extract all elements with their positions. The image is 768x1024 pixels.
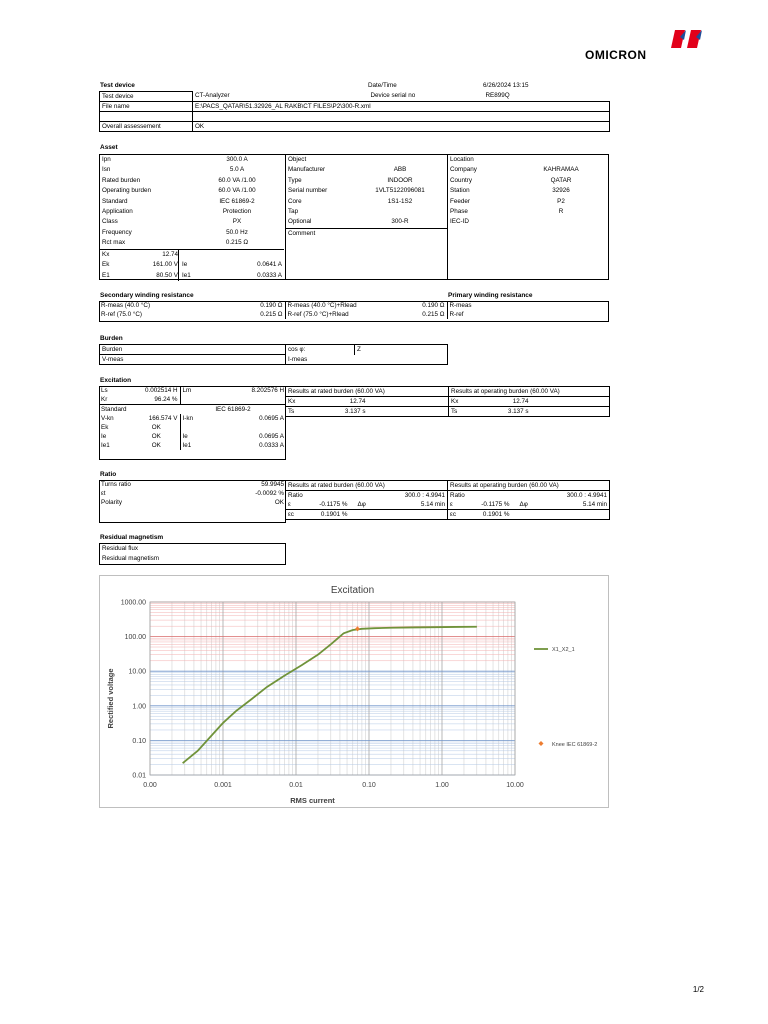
y-tick-label: 0.10 [132,737,146,745]
exc-ie-right-label: Ie [182,432,188,440]
ratio-title: Ratio [100,471,117,478]
cos-label: cos φ: [288,345,306,353]
winding-frame [99,301,609,322]
device-serial-value: RE899Q [485,92,510,100]
asset-rating-value: Protection [222,207,252,215]
file-name-value: E:\PACS_QATAR\51.32926_AL RAKB\CT FILES\P2\300-R.xml [193,102,610,112]
asset-rating-value: 60.0 VA /1.00 [218,176,256,184]
asset-ie: Ie 0.0641 A [182,261,282,269]
asset-rating-key: Frequency [102,228,132,236]
lm-label: Lm [182,386,192,394]
object-value [355,207,445,217]
ratio-rated-title: Results at rated burden (60.00 VA) [286,481,448,491]
asset-rating-key: Rated burden [102,176,141,184]
exc-ie1-right-label: Ie1 [182,441,192,449]
r-ref-label: R-ref (75.0 °C) [101,310,143,318]
location-value: QATAR [550,176,572,184]
location-value: KAHRAMAA [543,166,579,174]
r-meas-lead-label: R-meas (40.0 °C)+Rlead [287,301,357,309]
polarity-label: Polarity [101,498,122,506]
dphi-cell [350,500,448,510]
location-key: Station [450,187,470,195]
file-name-label: File name [100,102,193,112]
e-op-label: ε [450,500,453,508]
date-value: 6/26/2024 13:15 [483,82,529,89]
x-tick-label: 10.00 [506,782,524,789]
object-key: Optional [288,218,312,226]
r-ref-lead-value: 0.215 Ω [385,310,447,319]
object-value: 1VLT5122096081 [375,187,425,195]
dphi-op-value: 5.14 min [582,500,608,508]
ratio-op-label: Ratio [450,491,465,499]
exc-kx-value: 12.74 [349,397,366,405]
asset-location-box [447,154,609,280]
y-tick-label: 1000.00 [120,599,146,607]
test-device-label: Test device [100,92,193,102]
kr-value: 96.24 % [133,395,180,405]
asset-rating-key: Operating burden [102,187,152,195]
r-meas-lead-value: 0.190 Ω [385,301,447,310]
x-tick-label: 0.01 [289,782,303,789]
test-device-table [99,91,610,132]
asset-rating-row [100,238,285,248]
ec-label: εc [286,510,300,520]
object-row [286,217,447,227]
location-value: R [558,207,564,215]
turns-value: 59.9945 [261,480,284,488]
exc-kx-op-value: 12.74 [512,397,529,405]
exc-ie-right-value: 0.0695 A [259,432,284,440]
object-row [286,186,447,196]
location-row [448,197,608,207]
kr-label: Kr [101,395,108,403]
ec-op-value: 0.1901 % [462,510,512,520]
exc-ek-label: Ek [101,423,109,431]
comment-label: Comment [286,228,447,239]
overall-label: Overall assessement [100,122,193,132]
location-key: Feeder [450,197,470,205]
residual-magnetism-label: Residual magnetism [102,555,160,563]
asset-rating-key: Rct max [102,239,126,247]
location-value [516,217,606,227]
ls-value: 0.002514 H [133,386,180,395]
location-row [448,207,608,217]
object-row [286,207,447,217]
e-label: ε [286,500,300,510]
legend-knee-swatch [539,741,544,746]
excitation-frame [99,386,286,460]
e-value: -0.1175 % [319,500,348,508]
object-row [286,165,447,175]
exc-ts-value: 3.137 s [308,407,368,417]
asset-rating-row [100,165,285,175]
asset-knee-grid [100,249,284,281]
asset-rating-value: 0.215 Ω [225,239,249,247]
vmeas-label: V-meas [100,355,286,365]
et-label: εt [101,489,106,497]
asset-rating-value: 50.0 Hz [226,228,248,236]
dphi-label: Δφ [357,500,366,508]
asset-rating-row [100,217,285,227]
primary-r-meas-label: R-meas [449,301,472,309]
turns-label: Turns ratio [101,480,131,488]
asset-divider [178,250,179,281]
object-value: 1S1-1S2 [387,197,413,205]
imeas-label: I-meas [288,355,308,363]
x-tick-label: 0.00 [143,782,157,789]
vkn-label: V-kn [101,414,114,422]
secondary-winding-title: Secondary winding resistance [100,292,194,299]
exc-ts-op-value: 3.137 s [471,407,531,417]
location-list [448,165,608,227]
object-key: Type [288,176,302,184]
r-ref-lead-label: R-ref (75.0 °C)+Rlead [287,310,349,318]
exc-ts-op-label: Ts [449,407,471,417]
location-key: Phase [450,207,468,215]
asset-rating-row [100,186,285,196]
asset-rating-key: Isn [102,166,111,174]
excitation-chart [99,575,609,808]
location-key: Company [450,166,477,174]
y-tick-label: 0.01 [132,772,146,780]
omicron-logo [585,28,707,64]
asset-rating-list [100,155,285,249]
y-tick-label: 10.00 [128,668,146,676]
asset-ek: Ek 161.00 V [102,261,178,269]
ratio-value: 300.0 : 4.9941 [350,491,448,501]
object-value: 300-R [391,218,409,226]
location-key: Country [450,176,473,184]
location-value: 32926 [552,187,570,195]
asset-rating-value: 5.0 A [229,166,245,174]
overall-value: OK [193,122,610,132]
burden-label: Burden [100,345,286,355]
omicron-logo-text: OMICRON [585,48,647,62]
knee-point-marker [355,626,360,631]
ec-value: 0.1901 % [300,510,350,520]
ratio-label: Ratio [286,491,350,501]
plot-area [150,602,515,775]
ratio-operating-title: Results at operating burden (60.00 VA) [448,481,610,491]
omicron-logo-mark-icon [669,28,705,50]
asset-rating-box [99,154,286,280]
x-tick-label: 1.00 [435,782,449,789]
location-row [448,217,608,227]
asset-e1: E1 80.50 V [102,271,178,279]
ratio-frame [99,480,286,523]
page-number: 1/2 [692,985,704,994]
asset-title: Asset [100,144,118,151]
exc-ie1-label: Ie1 [101,441,110,449]
object-row [286,197,447,207]
vkn-value: 166.574 V [133,414,180,423]
et-value: -0.0092 % [255,489,284,497]
ratio-results-table [285,480,610,520]
asset-rating-key: Application [102,207,133,215]
ikn-value: 0.0695 A [259,414,284,422]
excitation-title: Excitation [100,377,132,384]
asset-rating-row [100,207,285,217]
legend-label-x1-x2-1: X1_X2_1 [552,647,575,653]
date-label: Date/Time [368,82,397,89]
r-ref-value: 0.215 Ω [189,310,285,319]
asset-rating-value: IEC 61869-2 [219,197,255,205]
object-key: Manufacturer [288,166,326,174]
exc-ie-label: Ie [101,432,107,440]
location-title: Location [450,156,474,163]
asset-kx: Kx 12.74 [102,251,178,258]
lm-value: 8.202576 H [251,386,284,394]
dphi-op-cell [512,500,610,510]
ls-label: Ls [101,386,108,394]
y-tick-label: 1.00 [132,703,146,711]
primary-winding-title: Primary winding resistance [448,292,533,299]
asset-rating-row [100,155,285,165]
excitation-chart-svg [100,576,608,807]
residual-title: Residual magnetism [100,534,164,541]
asset-rating-key: Class [102,218,118,226]
exc-ts-label: Ts [286,407,308,417]
ratio-op-value: 300.0 : 4.9941 [512,491,610,501]
exc-ie-value: OK [133,432,180,441]
asset-rating-row [100,197,285,207]
location-key: IEC-ID [450,218,469,226]
exc-operating-title: Results at operating burden (60.00 VA) [449,387,610,397]
z-label: Z [355,345,449,355]
exc-rated-title: Results at rated burden (60.00 VA) [286,387,449,397]
asset-rating-row [100,228,285,238]
asset-rating-value: 60.0 VA /1.00 [218,187,256,195]
device-serial-label: Device serial no [370,92,416,100]
exc-standard-value: IEC 61869-2 [180,405,286,415]
location-row [448,186,608,196]
object-key: Core [288,197,302,205]
dphi-value: 5.14 min [420,500,446,508]
asset-rating-row [100,176,285,186]
primary-r-ref-label: R-ref [449,310,464,318]
blank-row [100,112,193,122]
asset-rating-value: 300.0 A [226,156,248,163]
test-device-title: Test device [100,82,135,89]
residual-box [99,543,286,565]
object-title: Object [288,156,307,163]
residual-flux-label: Residual flux [102,545,139,552]
y-tick-label: 100.00 [124,634,146,642]
asset-rating-key: Standard [102,197,128,205]
blank-cell [193,112,610,122]
y-axis-label: Rectified voltage [106,668,115,729]
exc-ek-value: OK [133,423,180,432]
dphi-op-label: Δφ [519,500,528,508]
burden-frame [99,344,448,365]
x-axis-label: RMS current [290,796,335,805]
exc-kx-op-label: Kx [451,397,459,405]
location-row [448,176,608,186]
polarity-value: OK [274,498,284,506]
test-device-value: CT-Analyzer [195,92,230,100]
e-op-value: -0.1175 % [481,500,510,508]
chart-title: Excitation [330,585,375,596]
x-tick-label: 0.10 [362,782,376,789]
r-meas-label: R-meas (40.0 °C) [101,301,151,309]
asset-ie1: Ie1 0.0333 A [182,271,282,279]
burden-title: Burden [100,335,123,342]
object-row [286,176,447,186]
asset-rating-key: Ipn [102,156,111,163]
object-key: Tap [288,207,299,215]
exc-ie1-right-value: 0.0333 A [259,441,284,449]
asset-object-box [285,154,448,280]
location-value: P2 [557,197,565,205]
object-list [286,165,447,227]
exc-ie1-value: OK [133,441,180,450]
excitation-results-table [285,386,610,417]
object-value: INDOOR [387,176,413,184]
ec-op-label: εc [448,510,462,520]
r-meas-value: 0.190 Ω [189,301,285,310]
object-key: Serial number [288,187,328,195]
location-row [448,165,608,175]
x-tick-label: 0.001 [214,782,232,789]
ikn-label: I-kn [182,414,193,422]
legend-label-knee: Knee IEC 61869-2 [552,742,598,748]
object-value: ABB [393,166,407,174]
exc-kx-label: Kx [286,397,308,407]
asset-rating-value: PX [232,218,242,226]
exc-standard-label: Standard [99,405,133,415]
